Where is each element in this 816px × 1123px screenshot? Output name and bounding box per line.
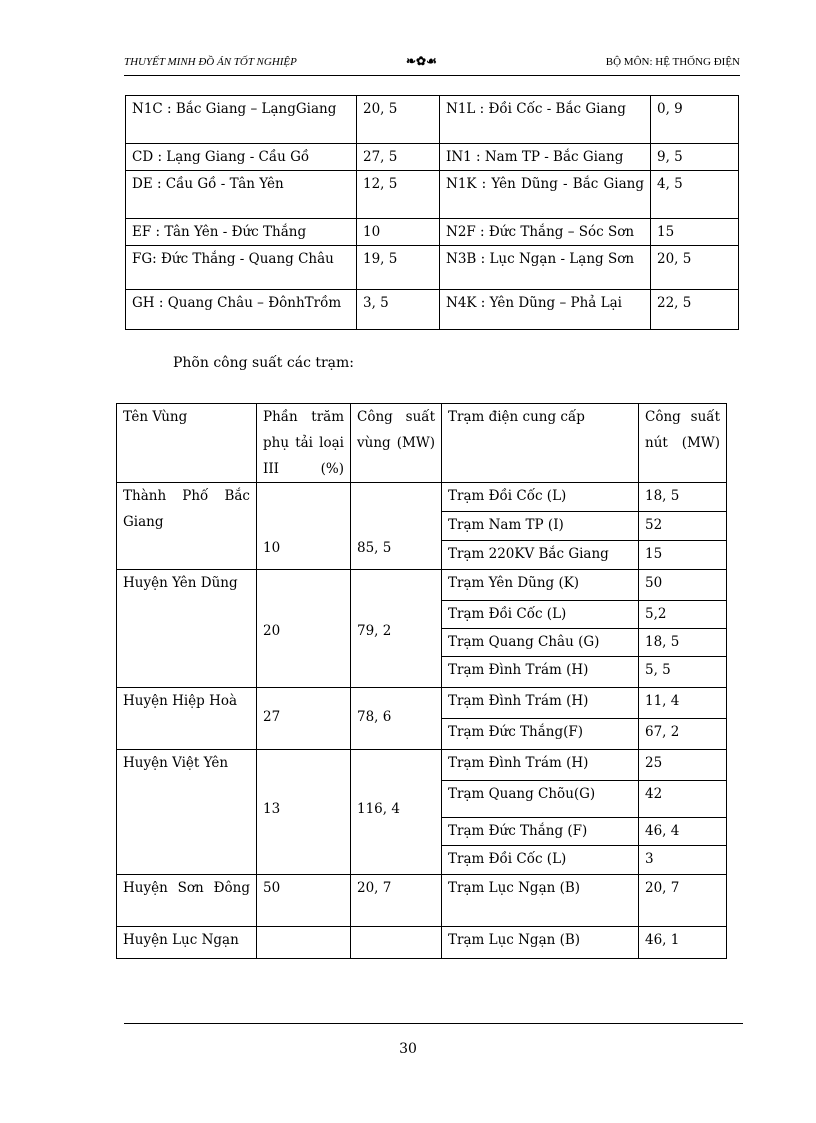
- station-name: Trạm Lục Ngạn (B): [442, 927, 639, 959]
- station-name: Trạm Nam TP (I): [442, 512, 639, 541]
- region-percent: 50: [257, 875, 351, 927]
- table-row: [117, 688, 727, 719]
- table-row: [117, 570, 727, 601]
- line-length-left: 19, 5: [357, 246, 440, 290]
- region-name: Huyện Việt Yên: [117, 750, 257, 875]
- table-header-row: [117, 404, 727, 483]
- region-percent: [257, 927, 351, 959]
- table-row: [126, 219, 739, 246]
- line-name-right: N1L : Đồi Cốc - Bắc Giang: [440, 96, 651, 144]
- header-station: Trạm điện cung cấp: [442, 404, 639, 483]
- station-name: Trạm Quang Châu (G): [442, 629, 639, 657]
- station-power: 46, 1: [639, 927, 727, 959]
- page-number: 30: [399, 1041, 417, 1057]
- line-length-right: 4, 5: [651, 171, 739, 219]
- region-power: 20, 7: [351, 875, 442, 927]
- header-node-power: Công suất nút (MW): [639, 404, 727, 483]
- station-power: 25: [639, 750, 727, 781]
- region-name: Huyện Yên Dũng: [117, 570, 257, 688]
- region-power: 85, 5: [351, 483, 442, 570]
- header-ornament-icon: ❧✿☙: [406, 54, 437, 68]
- line-name-left: DE : Cầu Gồ - Tân Yên: [126, 171, 357, 219]
- line-name-left: N1C : Bắc Giang – LạngGiang: [126, 96, 357, 144]
- table-row: [126, 96, 739, 144]
- station-power: 46, 4: [639, 818, 727, 846]
- line-length-right: 9, 5: [651, 144, 739, 171]
- station-name: Trạm Đồi Cốc (L): [442, 846, 639, 875]
- station-power: 20, 7: [639, 875, 727, 927]
- station-name: Trạm Đình Trám (H): [442, 688, 639, 719]
- station-power: 18, 5: [639, 483, 727, 512]
- line-name-left: CD : Lạng Giang - Cầu Gồ: [126, 144, 357, 171]
- line-name-left: GH : Quang Châu – ĐônhTrồm: [126, 290, 357, 330]
- section-caption: Phõn công suất các trạm:: [173, 355, 355, 371]
- line-name-right: N1K : Yên Dũng - Bắc Giang: [440, 171, 651, 219]
- station-name: Trạm 220KV Bắc Giang: [442, 541, 639, 570]
- line-length-right: 15: [651, 219, 739, 246]
- table-row: [126, 171, 739, 219]
- region-percent: 20: [257, 570, 351, 688]
- line-name-left: FG: Đức Thắng - Quang Châu: [126, 246, 357, 290]
- header-percent: Phần trăm phụ tải loại III (%): [257, 404, 351, 483]
- line-length-left: 12, 5: [357, 171, 440, 219]
- station-power: 5,2: [639, 601, 727, 629]
- station-name: Trạm Đình Trám (H): [442, 657, 639, 688]
- region-power: [351, 927, 442, 959]
- station-name: Trạm Lục Ngạn (B): [442, 875, 639, 927]
- station-power: 52: [639, 512, 727, 541]
- page-header: [124, 56, 740, 74]
- station-name: Trạm Đồi Cốc (L): [442, 601, 639, 629]
- table-row: [126, 290, 739, 330]
- station-power: 5, 5: [639, 657, 727, 688]
- line-name-right: N4K : Yên Dũng – Phả Lại: [440, 290, 651, 330]
- region-percent: 27: [257, 688, 351, 750]
- station-power: 15: [639, 541, 727, 570]
- station-name: Trạm Đức Thắng (F): [442, 818, 639, 846]
- header-right-title: BỘ MÔN: HỆ THỐNG ĐIỆN: [605, 56, 740, 68]
- region-power: 116, 4: [351, 750, 442, 875]
- line-length-left: 3, 5: [357, 290, 440, 330]
- table-row: [117, 875, 727, 927]
- station-name: Trạm Đồi Cốc (L): [442, 483, 639, 512]
- line-length-left: 20, 5: [357, 96, 440, 144]
- table-row: [117, 750, 727, 781]
- station-name: Trạm Đình Trám (H): [442, 750, 639, 781]
- station-power: 3: [639, 846, 727, 875]
- region-name: Huyện Lục Ngạn: [117, 927, 257, 959]
- region-name: Thành Phố Bắc Giang: [117, 483, 257, 570]
- table-row: [117, 927, 727, 959]
- region-percent: 13: [257, 750, 351, 875]
- line-length-right: 0, 9: [651, 96, 739, 144]
- region-power: 78, 6: [351, 688, 442, 750]
- header-region-power: Công suất vùng (MW): [351, 404, 442, 483]
- line-length-right: 20, 5: [651, 246, 739, 290]
- station-power: 67, 2: [639, 719, 727, 750]
- station-name: Trạm Quang Chõu(G): [442, 781, 639, 818]
- line-name-right: IN1 : Nam TP - Bắc Giang: [440, 144, 651, 171]
- station-power: 42: [639, 781, 727, 818]
- header-divider: [124, 75, 740, 76]
- header-region: Tên Vùng: [117, 404, 257, 483]
- table-row: [126, 246, 739, 290]
- line-length-left: 27, 5: [357, 144, 440, 171]
- region-percent: 10: [257, 483, 351, 570]
- station-power: 18, 5: [639, 629, 727, 657]
- region-power: 79, 2: [351, 570, 442, 688]
- header-left-title: THUYẾT MINH ĐỒ ÁN TỐT NGHIỆP: [124, 56, 297, 68]
- table-row: [117, 483, 727, 512]
- table-row: [126, 144, 739, 171]
- station-name: Trạm Đức Thắng(F): [442, 719, 639, 750]
- station-name: Trạm Yên Dũng (K): [442, 570, 639, 601]
- line-name-right: N3B : Lục Ngạn - Lạng Sơn: [440, 246, 651, 290]
- line-length-right: 22, 5: [651, 290, 739, 330]
- line-length-left: 10: [357, 219, 440, 246]
- footer-divider: [124, 1023, 743, 1024]
- line-name-right: N2F : Đức Thắng – Sóc Sơn: [440, 219, 651, 246]
- station-power: 11, 4: [639, 688, 727, 719]
- region-name: Huyện Hiệp Hoà: [117, 688, 257, 750]
- station-load-table: [116, 403, 727, 959]
- line-lengths-table: [125, 95, 739, 330]
- region-name: Huyện Sơn Đông: [117, 875, 257, 927]
- station-power: 50: [639, 570, 727, 601]
- line-name-left: EF : Tân Yên - Đức Thắng: [126, 219, 357, 246]
